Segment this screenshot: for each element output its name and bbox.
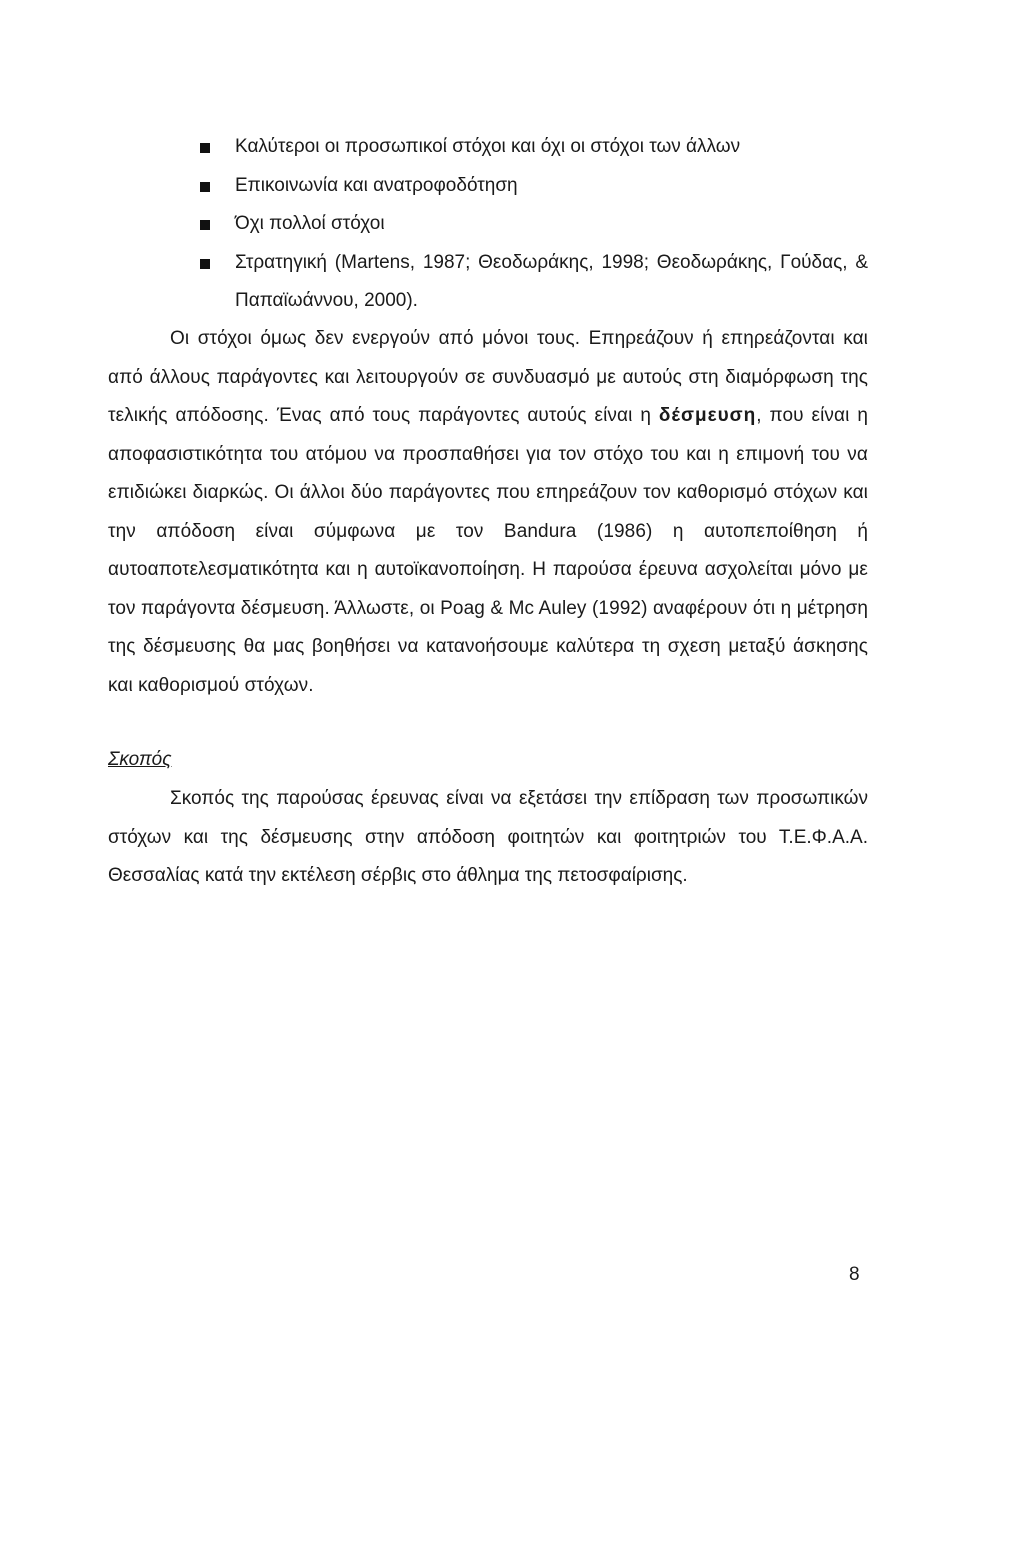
goal-strategies-list <box>200 128 868 321</box>
list-item-text: Στρατηγική (Martens, 1987; Θεοδωράκης, 1998; Θεοδωράκης, Γούδας, & Παπαϊωάννου, 2000). <box>235 251 868 311</box>
list-item <box>200 128 868 167</box>
paragraph-text-end: , που είναι η αποφασιστικότητα του ατόμου να προσπαθήσει για τον στόχο του και η επιμονή του να επιδιώκει διαρκώς. Οι άλλοι δύο παράγοντες που επηρεάζουν τον καθορισμό στόχων και την απόδοση είναι σύμφωνα με τον Bandura (1986) η αυτοπεποίθηση ή αυτοαποτελεσματικότητα και η αυτοϊκανοποίηση. Η παρούσα έρευνα ασχολείται μόνο με τον παράγοντα δέσμευση. Άλλωστε, οι Poag & Mc Auley (1992) αναφέρουν ότι η μέτρηση της δέσμευσης θα μας βοηθήσει να κατανοήσουμε καλύτερα τη σχεση μεταξύ άσκησης και καθορισμού στόχων. <box>108 405 868 696</box>
purpose-heading: Σκοπός <box>108 749 172 770</box>
list-item-text: Όχι πολλοί στόχοι <box>235 213 385 234</box>
list-item <box>200 167 868 206</box>
square-bullet-icon <box>200 182 210 192</box>
commitment-term: δέσμευση <box>658 405 757 426</box>
list-item <box>200 244 868 321</box>
paragraph-text-start: Οι στόχοι όμως δεν ενεργούν από μόνοι τους. Επηρεάζουν ή επηρεάζονται και από άλλους παράγοντες και λειτουργούν σε συνδυασμό με αυτούς στη διαμόρφωση της τελικής απόδοσης. Ένας από τους παράγοντες αυτούς είναι η <box>108 328 868 426</box>
page-number: 8 <box>849 1264 860 1285</box>
goals-factors-paragraph <box>108 320 868 705</box>
list-item-text: Επικοινωνία και ανατροφοδότηση <box>235 174 518 196</box>
square-bullet-icon <box>200 259 210 269</box>
square-bullet-icon <box>200 220 210 230</box>
list-item-text: Καλύτεροι οι προσωπικοί στόχοι και όχι οι στόχοι των άλλων <box>235 136 741 157</box>
list-item <box>200 205 868 244</box>
square-bullet-icon <box>200 143 210 153</box>
purpose-paragraph: Σκοπός της παρούσας έρευνας είναι να εξετάσει την επίδραση των προσωπικών στόχων και της δέσμευσης στην απόδοση φοιτητών και φοιτητριών του Τ.Ε.Φ.Α.Α. Θεσσαλίας κατά την εκτέλεση σέρβις στο άθλημα της πετοσφαίρισης. <box>108 788 868 886</box>
